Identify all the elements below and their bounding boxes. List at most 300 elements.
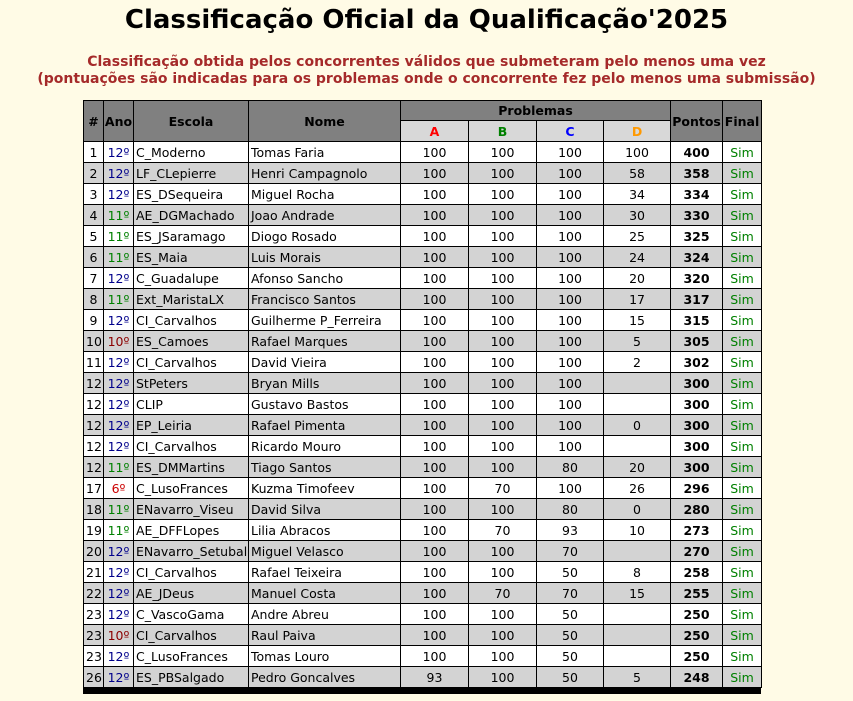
cell-pontos: 250 [671, 625, 723, 646]
cell-problem-c: 100 [537, 436, 604, 457]
cell-problem-c: 100 [537, 247, 604, 268]
cell-rank: 23 [84, 646, 104, 667]
header-nome: Nome [249, 101, 401, 142]
cell-problem-c: 100 [537, 268, 604, 289]
cell-problem-c: 100 [537, 289, 604, 310]
cell-ano: 12º [104, 268, 134, 289]
cell-problem-b: 70 [469, 583, 537, 604]
cell-ano: 12º [104, 583, 134, 604]
cell-ano: 12º [104, 646, 134, 667]
cell-problem-b: 100 [469, 541, 537, 562]
cell-final: Sim [723, 520, 762, 541]
cell-escola: AE_DFFLopes [134, 520, 249, 541]
table-row [84, 541, 762, 562]
cell-problem-a: 100 [401, 331, 469, 352]
cell-pontos: 300 [671, 457, 723, 478]
cell-problem-a: 100 [401, 205, 469, 226]
header-ano: Ano [104, 101, 134, 142]
cell-escola: ENavarro_Setubal [134, 541, 249, 562]
cell-problem-d [604, 394, 671, 415]
cell-problem-a: 100 [401, 646, 469, 667]
header-rank: # [84, 101, 104, 142]
cell-rank: 5 [84, 226, 104, 247]
cell-problem-a: 100 [401, 247, 469, 268]
cell-ano: 11º [104, 247, 134, 268]
cell-nome: Gustavo Bastos [249, 394, 401, 415]
cell-problem-a: 100 [401, 541, 469, 562]
cell-problem-d: 26 [604, 478, 671, 499]
cell-problem-d: 5 [604, 667, 671, 688]
cell-ano: 12º [104, 184, 134, 205]
cell-nome: Andre Abreu [249, 604, 401, 625]
table-row [84, 352, 762, 373]
cell-final: Sim [723, 583, 762, 604]
cell-problem-b: 100 [469, 247, 537, 268]
cell-rank: 9 [84, 310, 104, 331]
cell-pontos: 270 [671, 541, 723, 562]
cell-final: Sim [723, 562, 762, 583]
table-row [84, 226, 762, 247]
cell-problem-a: 100 [401, 583, 469, 604]
cell-problem-c: 50 [537, 646, 604, 667]
cell-problem-b: 100 [469, 163, 537, 184]
ranking-table [83, 100, 762, 688]
cell-rank: 21 [84, 562, 104, 583]
table-row [84, 457, 762, 478]
cell-problem-d: 100 [604, 142, 671, 163]
cell-pontos: 334 [671, 184, 723, 205]
cell-problem-d: 2 [604, 352, 671, 373]
cell-escola: C_Moderno [134, 142, 249, 163]
cell-final: Sim [723, 289, 762, 310]
table-row [84, 604, 762, 625]
cell-nome: Rafael Pimenta [249, 415, 401, 436]
cell-problem-a: 100 [401, 373, 469, 394]
cell-problem-a: 100 [401, 457, 469, 478]
cell-problem-a: 100 [401, 310, 469, 331]
cell-problem-a: 100 [401, 352, 469, 373]
header-escola: Escola [134, 101, 249, 142]
cell-problem-c: 100 [537, 163, 604, 184]
cell-rank: 4 [84, 205, 104, 226]
cell-problem-a: 100 [401, 436, 469, 457]
cell-nome: Tiago Santos [249, 457, 401, 478]
cell-rank: 18 [84, 499, 104, 520]
cell-final: Sim [723, 499, 762, 520]
cell-escola: ES_JSaramago [134, 226, 249, 247]
cell-ano: 12º [104, 667, 134, 688]
cell-problem-d: 30 [604, 205, 671, 226]
table-row [84, 163, 762, 184]
cell-final: Sim [723, 478, 762, 499]
cell-pontos: 358 [671, 163, 723, 184]
ranking-rows [84, 142, 762, 688]
cell-pontos: 325 [671, 226, 723, 247]
cell-final: Sim [723, 625, 762, 646]
cell-problem-c: 50 [537, 562, 604, 583]
cell-ano: 12º [104, 562, 134, 583]
cell-rank: 6 [84, 247, 104, 268]
cell-problem-b: 100 [469, 436, 537, 457]
cell-problem-a: 100 [401, 184, 469, 205]
cell-problem-a: 100 [401, 499, 469, 520]
cell-final: Sim [723, 205, 762, 226]
cell-problem-c: 50 [537, 625, 604, 646]
table-row [84, 499, 762, 520]
cell-pontos: 324 [671, 247, 723, 268]
table-row [84, 310, 762, 331]
cell-rank: 2 [84, 163, 104, 184]
cell-nome: Rafael Marques [249, 331, 401, 352]
cell-rank: 10 [84, 331, 104, 352]
cell-problem-a: 100 [401, 289, 469, 310]
table-row [84, 625, 762, 646]
cell-escola: AE_DGMachado [134, 205, 249, 226]
table-row [84, 373, 762, 394]
cell-escola: Ext_MaristaLX [134, 289, 249, 310]
cell-pontos: 296 [671, 478, 723, 499]
cell-rank: 3 [84, 184, 104, 205]
cell-problem-d [604, 604, 671, 625]
cell-rank: 26 [84, 667, 104, 688]
cell-ano: 11º [104, 226, 134, 247]
cell-problem-b: 100 [469, 373, 537, 394]
cell-nome: Guilherme P_Ferreira [249, 310, 401, 331]
cell-pontos: 273 [671, 520, 723, 541]
cell-escola: ENavarro_Viseu [134, 499, 249, 520]
cell-escola: CI_Carvalhos [134, 352, 249, 373]
cell-problem-a: 100 [401, 163, 469, 184]
cell-ano: 12º [104, 436, 134, 457]
cell-final: Sim [723, 247, 762, 268]
table-row [84, 142, 762, 163]
cell-pontos: 258 [671, 562, 723, 583]
cell-ano: 6º [104, 478, 134, 499]
cell-rank: 23 [84, 625, 104, 646]
cell-ano: 12º [104, 394, 134, 415]
cell-problem-b: 100 [469, 310, 537, 331]
cell-rank: 12 [84, 373, 104, 394]
cell-problem-d: 5 [604, 331, 671, 352]
cell-ano: 10º [104, 625, 134, 646]
table-row [84, 583, 762, 604]
cell-final: Sim [723, 310, 762, 331]
cell-problem-d: 15 [604, 310, 671, 331]
cell-nome: David Silva [249, 499, 401, 520]
cell-problem-c: 100 [537, 478, 604, 499]
cell-final: Sim [723, 436, 762, 457]
cell-nome: Bryan Mills [249, 373, 401, 394]
cell-problem-a: 100 [401, 226, 469, 247]
cell-ano: 12º [104, 352, 134, 373]
cell-problem-c: 70 [537, 583, 604, 604]
cell-final: Sim [723, 184, 762, 205]
cell-escola: ES_DMMartins [134, 457, 249, 478]
cell-escola: CLIP [134, 394, 249, 415]
cell-pontos: 250 [671, 604, 723, 625]
cell-rank: 12 [84, 457, 104, 478]
cell-pontos: 317 [671, 289, 723, 310]
cell-problem-c: 100 [537, 331, 604, 352]
cell-problem-b: 100 [469, 205, 537, 226]
cell-problem-a: 100 [401, 625, 469, 646]
cell-nome: Manuel Costa [249, 583, 401, 604]
cell-problem-b: 100 [469, 667, 537, 688]
cell-problem-c: 50 [537, 604, 604, 625]
cell-problem-a: 100 [401, 415, 469, 436]
cell-pontos: 300 [671, 394, 723, 415]
cell-escola: ES_DSequeira [134, 184, 249, 205]
cell-problem-a: 100 [401, 604, 469, 625]
cell-ano: 11º [104, 289, 134, 310]
cell-problem-b: 100 [469, 226, 537, 247]
cell-problem-d: 8 [604, 562, 671, 583]
cell-problem-a: 100 [401, 142, 469, 163]
problem-b-header: B [469, 121, 537, 142]
cell-final: Sim [723, 226, 762, 247]
cell-final: Sim [723, 394, 762, 415]
cell-nome: Miguel Velasco [249, 541, 401, 562]
cell-problem-d: 15 [604, 583, 671, 604]
cell-problem-b: 100 [469, 289, 537, 310]
table-row [84, 646, 762, 667]
cell-escola: CI_Carvalhos [134, 310, 249, 331]
cell-problem-c: 93 [537, 520, 604, 541]
cell-problem-b: 100 [469, 184, 537, 205]
subtitle-line-2: (pontuações são indicadas para os problemas onde o concorrente fez pelo menos uma submissão) [37, 71, 816, 87]
cell-problem-d [604, 541, 671, 562]
cell-final: Sim [723, 352, 762, 373]
cell-rank: 11 [84, 352, 104, 373]
cell-nome: Kuzma Timofeev [249, 478, 401, 499]
cell-problem-a: 93 [401, 667, 469, 688]
cell-nome: Luis Morais [249, 247, 401, 268]
cell-escola: ES_Camoes [134, 331, 249, 352]
cell-escola: CI_Carvalhos [134, 436, 249, 457]
cell-escola: C_Guadalupe [134, 268, 249, 289]
cell-nome: Afonso Sancho [249, 268, 401, 289]
table-row [84, 394, 762, 415]
cell-pontos: 300 [671, 373, 723, 394]
table-row [84, 247, 762, 268]
cell-nome: Ricardo Mouro [249, 436, 401, 457]
cell-problem-d: 25 [604, 226, 671, 247]
cell-ano: 11º [104, 520, 134, 541]
cell-problem-b: 100 [469, 142, 537, 163]
table-row [84, 184, 762, 205]
cell-pontos: 255 [671, 583, 723, 604]
cell-problem-d: 34 [604, 184, 671, 205]
cell-ano: 10º [104, 331, 134, 352]
cell-problem-c: 100 [537, 184, 604, 205]
cell-pontos: 320 [671, 268, 723, 289]
cell-problem-a: 100 [401, 562, 469, 583]
cell-nome: Lilia Abracos [249, 520, 401, 541]
table-row [84, 268, 762, 289]
cell-problem-b: 100 [469, 646, 537, 667]
cell-rank: 1 [84, 142, 104, 163]
cell-problem-d [604, 646, 671, 667]
cell-problem-d: 17 [604, 289, 671, 310]
cell-escola: C_LusoFrances [134, 646, 249, 667]
cell-ano: 12º [104, 163, 134, 184]
cell-problem-b: 100 [469, 604, 537, 625]
table-row [84, 205, 762, 226]
cell-nome: Tomas Louro [249, 646, 401, 667]
cell-escola: CI_Carvalhos [134, 625, 249, 646]
page-subtitle [0, 54, 853, 94]
cell-escola: ES_PBSalgado [134, 667, 249, 688]
cell-problem-c: 80 [537, 457, 604, 478]
problem-a-header: A [401, 121, 469, 142]
cell-problem-b: 100 [469, 394, 537, 415]
cell-nome: Henri Campagnolo [249, 163, 401, 184]
cell-problem-c: 100 [537, 352, 604, 373]
cell-problem-d: 20 [604, 457, 671, 478]
table-row [84, 436, 762, 457]
cell-escola: CI_Carvalhos [134, 562, 249, 583]
cell-nome: David Vieira [249, 352, 401, 373]
cell-problem-b: 70 [469, 520, 537, 541]
cell-problem-c: 70 [537, 541, 604, 562]
cell-rank: 20 [84, 541, 104, 562]
cell-problem-d [604, 625, 671, 646]
cell-pontos: 315 [671, 310, 723, 331]
table-row [84, 520, 762, 541]
cell-problem-c: 80 [537, 499, 604, 520]
cell-problem-c: 100 [537, 205, 604, 226]
cell-pontos: 300 [671, 415, 723, 436]
subtitle-line-1: Classificação obtida pelos concorrentes válidos que submeteram pelo menos uma vez [87, 54, 766, 70]
cell-problem-c: 100 [537, 394, 604, 415]
cell-problem-c: 100 [537, 373, 604, 394]
cell-pontos: 280 [671, 499, 723, 520]
cell-nome: Joao Andrade [249, 205, 401, 226]
cell-pontos: 250 [671, 646, 723, 667]
cell-ano: 11º [104, 457, 134, 478]
cell-pontos: 300 [671, 436, 723, 457]
problem-d-header: D [604, 121, 671, 142]
cell-final: Sim [723, 142, 762, 163]
cell-rank: 12 [84, 394, 104, 415]
cell-problem-c: 50 [537, 667, 604, 688]
table-row [84, 415, 762, 436]
cell-final: Sim [723, 646, 762, 667]
cell-rank: 7 [84, 268, 104, 289]
cell-escola: ES_Maia [134, 247, 249, 268]
cell-final: Sim [723, 163, 762, 184]
table-row [84, 562, 762, 583]
header-problemas: Problemas [401, 101, 671, 121]
cell-problem-d [604, 436, 671, 457]
cell-nome: Raul Paiva [249, 625, 401, 646]
cell-problem-d: 0 [604, 499, 671, 520]
cell-escola: LF_CLepierre [134, 163, 249, 184]
cell-escola: C_LusoFrances [134, 478, 249, 499]
cell-pontos: 400 [671, 142, 723, 163]
cell-final: Sim [723, 667, 762, 688]
cell-escola: EP_Leiria [134, 415, 249, 436]
cell-problem-d: 10 [604, 520, 671, 541]
cell-problem-d [604, 373, 671, 394]
cell-ano: 12º [104, 373, 134, 394]
cell-final: Sim [723, 457, 762, 478]
cell-pontos: 330 [671, 205, 723, 226]
cell-problem-b: 100 [469, 457, 537, 478]
cell-rank: 12 [84, 436, 104, 457]
cell-problem-c: 100 [537, 142, 604, 163]
cell-ano: 12º [104, 541, 134, 562]
cell-rank: 8 [84, 289, 104, 310]
cell-nome: Rafael Teixeira [249, 562, 401, 583]
page-title: Classificação Oficial da Qualificação'2025 [124, 5, 729, 35]
cell-final: Sim [723, 331, 762, 352]
cell-problem-b: 100 [469, 352, 537, 373]
cell-escola: C_VascoGama [134, 604, 249, 625]
cell-escola: StPeters [134, 373, 249, 394]
cell-ano: 11º [104, 499, 134, 520]
cell-ano: 12º [104, 604, 134, 625]
cell-problem-c: 100 [537, 226, 604, 247]
header-final: Final [723, 101, 762, 142]
table-row [84, 289, 762, 310]
cell-ano: 12º [104, 415, 134, 436]
cell-problem-b: 100 [469, 331, 537, 352]
cell-nome: Francisco Santos [249, 289, 401, 310]
cell-problem-c: 100 [537, 415, 604, 436]
cell-problem-d: 24 [604, 247, 671, 268]
table-row [84, 331, 762, 352]
cell-problem-a: 100 [401, 394, 469, 415]
cell-problem-d: 0 [604, 415, 671, 436]
cell-pontos: 305 [671, 331, 723, 352]
cell-pontos: 302 [671, 352, 723, 373]
cell-final: Sim [723, 268, 762, 289]
cell-problem-a: 100 [401, 478, 469, 499]
cell-problem-b: 70 [469, 478, 537, 499]
cell-problem-d: 20 [604, 268, 671, 289]
cell-problem-a: 100 [401, 268, 469, 289]
cell-problem-c: 100 [537, 310, 604, 331]
cell-rank: 22 [84, 583, 104, 604]
cell-problem-b: 100 [469, 499, 537, 520]
cell-problem-b: 100 [469, 625, 537, 646]
cell-problem-b: 100 [469, 268, 537, 289]
cell-final: Sim [723, 604, 762, 625]
cell-problem-d: 58 [604, 163, 671, 184]
cell-problem-b: 100 [469, 415, 537, 436]
table-row [84, 667, 762, 688]
cell-nome: Pedro Goncalves [249, 667, 401, 688]
table-divider [83, 688, 761, 694]
cell-nome: Miguel Rocha [249, 184, 401, 205]
cell-ano: 12º [104, 310, 134, 331]
cell-final: Sim [723, 415, 762, 436]
cell-escola: AE_JDeus [134, 583, 249, 604]
cell-final: Sim [723, 373, 762, 394]
header-pontos: Pontos [671, 101, 723, 142]
cell-nome: Diogo Rosado [249, 226, 401, 247]
cell-pontos: 248 [671, 667, 723, 688]
table-row [84, 478, 762, 499]
cell-rank: 19 [84, 520, 104, 541]
cell-nome: Tomas Faria [249, 142, 401, 163]
cell-problem-b: 100 [469, 562, 537, 583]
cell-rank: 12 [84, 415, 104, 436]
cell-ano: 12º [104, 142, 134, 163]
problem-c-header: C [537, 121, 604, 142]
cell-problem-a: 100 [401, 520, 469, 541]
